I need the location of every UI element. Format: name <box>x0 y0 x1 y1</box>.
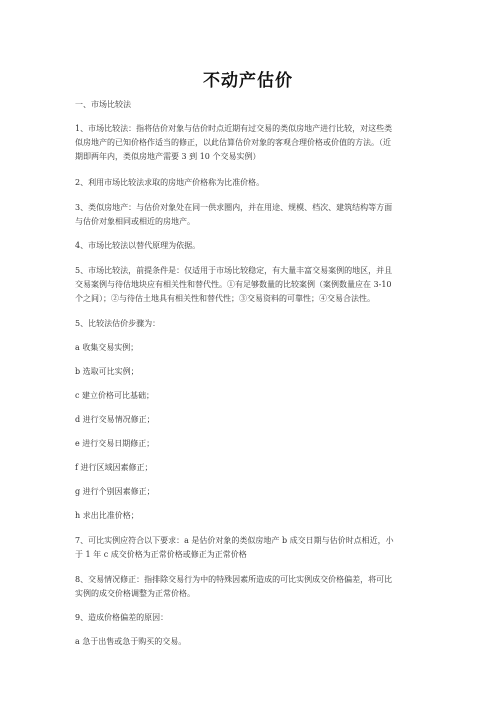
paragraph-line: 交易案例与待估地块应有相关性和替代性。①有足够数量的比较案例（案例数量应在 3-10 <box>75 280 392 289</box>
paragraph-line: 5、比较法估价步骤为： <box>75 319 161 328</box>
list-item: b 选取可比实例； <box>75 367 139 376</box>
list-item: e 进行交易日期修正； <box>75 439 155 448</box>
paragraph-line: 似房地产的已知价格作适当的修正，以此估算估价对象的客观合理价格或价值的方法。（近 <box>75 138 391 147</box>
paragraph-line: 3、类似房地产：与估价对象处在同一供求圈内，并在用途、规模、档次、建筑结构等方面 <box>75 203 393 212</box>
section-heading: 一、市场比较法 <box>75 100 131 109</box>
paragraph-line: 7、可比实例应符合以下要求：a 是估价对象的类似房地产 b 成交日期与估价时点相近，小 <box>75 536 394 545</box>
paragraph-line: 4、市场比较法以替代原理为依据。 <box>75 241 201 250</box>
paragraph-line: 5、市场比较法，前提条件是：仅适用于市场比较稳定，有大量丰富交易案例的地区，并且 <box>75 266 393 275</box>
list-item: a 急于出售或急于购买的交易。 <box>75 637 187 646</box>
list-item: h 求出比准价格； <box>75 511 139 520</box>
list-item: c 建立价格可比基础； <box>75 391 155 400</box>
paragraph-line: 期即两年内，类似房地产需要 3 到 10 个交易实例） <box>75 152 261 161</box>
paragraph-line: 与估价对象相同或相近的房地产。 <box>75 217 195 226</box>
paragraph-line: 实例的成交价格调整为正常价格。 <box>75 589 195 598</box>
paragraph-line: 2、利用市场比较法求取的房地产价格称为比准价格。 <box>75 178 265 187</box>
list-item: g 进行个别因素修正； <box>75 487 155 496</box>
list-item: f 进行区域因素修正； <box>75 463 153 472</box>
paragraph-line: 9、造成价格偏差的原因： <box>75 613 169 622</box>
document-title: 不动产估价 <box>203 71 293 91</box>
paragraph-line: 于 1 年 c 成交价格为正常价格或修正为正常价格 <box>75 550 247 559</box>
list-item: a 收集交易实例； <box>75 343 139 352</box>
paragraph-line: 个之间）；②与待估土地具有相关性和替代性；③交易资料的可靠性；④交易合法性。 <box>75 294 375 303</box>
paragraph-line: 1、市场比较法：指将估价对象与估价时点近期有过交易的类似房地产进行比较，对这些类 <box>75 124 393 133</box>
list-item: d 进行交易情况修正； <box>75 415 155 424</box>
paragraph-line: 8、交易情况修正：指排除交易行为中的特殊因素所造成的可比实例成交价格偏差，将可比 <box>75 575 393 584</box>
